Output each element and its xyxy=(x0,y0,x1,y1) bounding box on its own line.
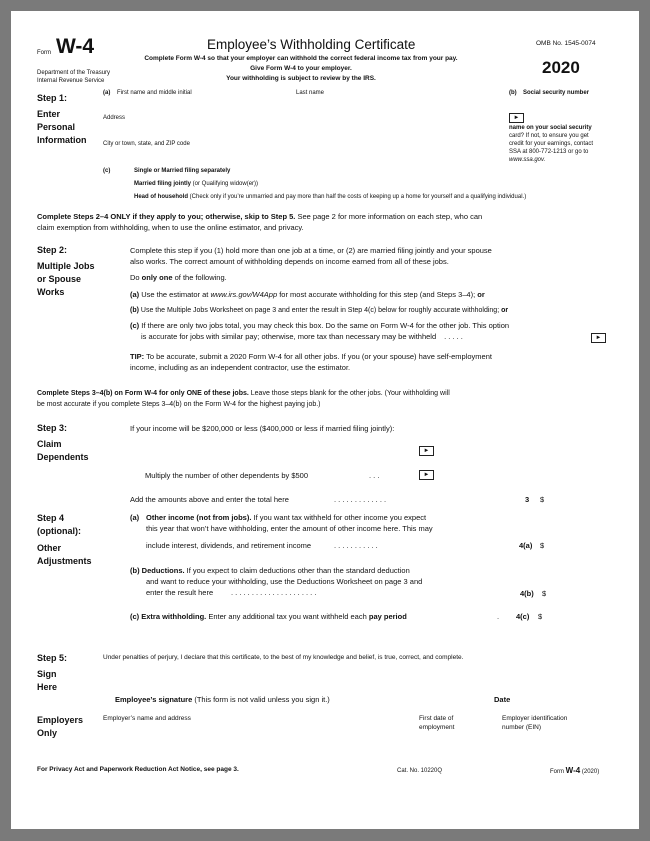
ssn-note-3: credit for your earnings, contact xyxy=(509,141,594,147)
step4-c-text: Enter any additional tax you want withheld each xyxy=(206,612,369,621)
step1-title-1: Enter xyxy=(37,109,61,119)
step2-label: Step 2: xyxy=(37,245,68,255)
dept-treasury: Department of the Treasury xyxy=(37,70,111,76)
line-3-dollar[interactable]: $ xyxy=(540,495,545,504)
step3-title-1: Claim xyxy=(37,439,62,449)
step4-c-bold: (c) Extra withholding. xyxy=(130,612,207,621)
filing-hoh-rest: (Check only if you’re unmarried and pay more than half the costs of keeping up a home for yourself and a qualifying individual.) xyxy=(188,194,527,200)
city-label[interactable]: City or town, state, and ZIP code xyxy=(103,141,190,147)
intro2-rest: Leave those steps blank for the other jobs. (Your withholding will xyxy=(248,390,450,397)
ein-2: number (EIN) xyxy=(502,724,542,731)
step4-a-tag: (a) xyxy=(130,513,140,522)
first-date-2: employment xyxy=(419,724,455,731)
option-a-tag: (a) xyxy=(130,290,140,299)
step5-title-1: Sign xyxy=(37,669,57,679)
option-b-tag: (b) xyxy=(130,307,139,314)
privacy-notice: For Privacy Act and Paperwork Reduction Act Notice, see page 3. xyxy=(37,766,239,773)
filing-single[interactable]: Single or Married filing separately xyxy=(134,168,231,174)
dependents-arrow-1-icon: ► xyxy=(419,446,434,456)
line-4b-number: 4(b) xyxy=(520,589,534,598)
step2-title-3: Works xyxy=(37,287,65,297)
first-date-1[interactable]: First date of xyxy=(419,715,454,722)
step3-multiply: Multiply the number of other dependents by $500 xyxy=(145,471,309,480)
option-c-l2: is accurate for jobs with similar pay; otherwise, more tax than necessary may be withheld xyxy=(141,332,437,341)
step4-a-line2: this year that won’t have withholding, enter the amount of other income here. This may xyxy=(146,524,433,533)
ssn-note-1: name on your social security xyxy=(509,125,592,131)
step4-a-line1 xyxy=(146,513,426,522)
step2-option-a xyxy=(130,290,485,299)
filing-married[interactable] xyxy=(134,181,258,187)
step4-c-bold2: pay period xyxy=(368,612,407,621)
step4-title-1: Other xyxy=(37,543,62,553)
option-c-dots: . . . . . xyxy=(444,332,463,341)
option-a-post: for most accurate withholding for this step (and Steps 3–4); xyxy=(277,290,478,299)
step3-add-dots: . . . . . . . . . . . . . xyxy=(334,495,387,504)
form-word: Form xyxy=(37,50,51,56)
ssn-note-5: www.ssa.gov. xyxy=(509,157,546,163)
line-4c-number: 4(c) xyxy=(516,612,530,621)
intro1-rest: See page 2 for more information on each step, who can xyxy=(295,212,483,221)
step1-a-tag: (a) xyxy=(103,90,111,96)
step3-multiply-dots: . . . xyxy=(369,471,380,480)
step2-tip-2: income, including as an independent contractor, use the estimator. xyxy=(130,363,351,372)
step4-a-line3: include interest, dividends, and retirement income xyxy=(146,541,312,550)
intro2-line2: be most accurate if you complete Steps 3–4(b) on the Form W-4 for the highest paying job.) xyxy=(37,401,321,408)
footer-form-year: (2020) xyxy=(580,769,600,775)
option-b-or: or xyxy=(501,307,509,314)
intro2-bold: Complete Steps 3–4(b) on Form W-4 for only ONE of these jobs. xyxy=(37,390,249,397)
step3-title-2: Dependents xyxy=(37,452,89,462)
step5-label: Step 5: xyxy=(37,653,68,663)
footer-form-pre: Form xyxy=(550,769,566,775)
ssn-arrow-icon: ► xyxy=(509,113,524,123)
step2-do xyxy=(130,273,227,282)
step1-c-tag: (c) xyxy=(103,168,111,174)
step3-label: Step 3: xyxy=(37,423,68,433)
filing-hoh[interactable] xyxy=(134,194,526,200)
filing-married-rest: (or Qualifying widow(er)) xyxy=(191,181,259,187)
form-year: 2020 xyxy=(542,58,580,77)
filing-married-bold: Married filing jointly xyxy=(134,181,192,187)
step4-a-l1: If you want tax withheld for other income you expect xyxy=(251,513,427,522)
last-name-label[interactable]: Last name xyxy=(296,90,325,96)
ein-1[interactable]: Employer identification xyxy=(502,715,568,722)
step4-b-line1 xyxy=(130,566,410,575)
step4-c-line xyxy=(130,612,407,621)
step4-c-dots: . xyxy=(497,612,500,621)
intro1-line1 xyxy=(37,212,482,221)
omb-number: OMB No. 1545-0074 xyxy=(536,40,596,47)
line-4c-dollar[interactable]: $ xyxy=(538,612,543,621)
option-c-l1: If there are only two jobs total, you may check this box. Do the same on Form W-4 for the other job. This option xyxy=(139,321,510,330)
form-title: Employee’s Withholding Certificate xyxy=(207,37,416,52)
step3-add: Add the amounts above and enter the total here xyxy=(130,495,289,504)
line-4a-dollar[interactable]: $ xyxy=(540,541,545,550)
step2-option-b xyxy=(130,307,508,314)
step4-title-2: Adjustments xyxy=(37,556,92,566)
date-field[interactable]: Date xyxy=(494,695,511,704)
step2-title-2: or Spouse xyxy=(37,274,82,284)
do-post: of the following. xyxy=(172,273,227,282)
address-label[interactable]: Address xyxy=(103,115,126,121)
signature-bold: Employee’s signature xyxy=(115,695,193,704)
step4-b-bold: (b) Deductions. xyxy=(130,566,185,575)
step4-b-dots: . . . . . . . . . . . . . . . . . . . . . xyxy=(231,588,317,597)
step2-p1-1: Complete this step if you (1) hold more than one job at a time, or (2) are married filing jointly and your spouse xyxy=(130,246,492,255)
step4-b-line3: enter the result here xyxy=(146,588,214,597)
do-bold: only one xyxy=(141,273,173,282)
step4-b-l1: If you expect to claim deductions other than the standard deduction xyxy=(184,566,410,575)
step1-label: Step 1: xyxy=(37,93,68,103)
subtitle-2: Give Form W-4 to your employer. xyxy=(250,65,352,72)
ssn-note-2: card? If not, to ensure you get xyxy=(509,133,589,139)
tip-bold: TIP: xyxy=(130,352,145,361)
estimator-link[interactable]: www.irs.gov/W4App xyxy=(210,290,278,299)
signature-rest: (This form is not valid unless you sign it.) xyxy=(192,695,330,704)
step4-optional: (optional): xyxy=(37,526,81,536)
step4-b-line2: and want to reduce your withholding, use the Deductions Worksheet on page 3 and xyxy=(146,577,423,586)
step1-b-tag: (b) xyxy=(509,90,517,96)
form-name: W-4 xyxy=(56,35,95,58)
footer-form-bold: W-4 xyxy=(565,766,581,775)
step1-title-2: Personal xyxy=(37,122,76,132)
step4-a-dots: . . . . . . . . . . . xyxy=(334,541,378,550)
step2-title-1: Multiple Jobs xyxy=(37,261,95,271)
form-page xyxy=(11,11,639,829)
intro2-line1 xyxy=(37,390,450,397)
step2-tip-1 xyxy=(130,352,492,361)
option-a-pre: Use the estimator at xyxy=(139,290,211,299)
first-name-label[interactable]: First name and middle initial xyxy=(117,90,192,96)
dept-irs: Internal Revenue Service xyxy=(37,78,105,84)
option-b-text: Use the Multiple Jobs Worksheet on page 3 and enter the result in Step 4(c) below for roughly accurate withholding; xyxy=(138,307,502,314)
footer-form xyxy=(550,766,599,775)
step4-label: Step 4 xyxy=(37,513,65,523)
step2-p1-2: also works. The correct amount of withholding depends on income earned from all of these jobs. xyxy=(130,257,449,266)
step3-income: If your income will be $200,000 or less ($400,000 or less if married filing jointly): xyxy=(130,424,395,433)
employer-name-address[interactable]: Employer’s name and address xyxy=(103,715,191,722)
signature-field[interactable] xyxy=(115,695,330,704)
employers-title-2: Only xyxy=(37,728,58,738)
employers-title-1: Employers xyxy=(37,715,84,725)
step5-title-2: Here xyxy=(37,682,58,692)
line-4a-number: 4(a) xyxy=(519,541,533,550)
tip-l1: To be accurate, submit a 2020 Form W-4 for all other jobs. If you (or your spouse) have self-employment xyxy=(144,352,492,361)
intro1-bold: Complete Steps 2–4 ONLY if they apply to you; otherwise, skip to Step 5. xyxy=(37,212,296,221)
dependents-arrow-2-icon: ► xyxy=(419,470,434,480)
option-c-tag: (c) xyxy=(130,321,140,330)
step1-title-3: Information xyxy=(37,135,87,145)
do-pre: Do xyxy=(130,273,142,282)
subtitle-3: Your withholding is subject to review by the IRS. xyxy=(226,75,376,82)
step2-option-c-2 xyxy=(141,332,463,341)
ssn-note-4: SSA at 800-772-1213 or go to xyxy=(509,149,589,155)
filing-hoh-bold: Head of household xyxy=(134,194,188,200)
ssn-label[interactable]: Social security number xyxy=(523,90,590,96)
line-3-number: 3 xyxy=(525,495,530,504)
step2-option-c-1 xyxy=(130,321,509,330)
line-4b-dollar[interactable]: $ xyxy=(542,589,547,598)
cat-number: Cat. No. 10220Q xyxy=(397,768,443,774)
perjury-statement: Under penalties of perjury, I declare that this certificate, to the best of my knowledge and belief, is true, correct, and complete. xyxy=(103,654,464,661)
subtitle-1: Complete Form W-4 so that your employer can withhold the correct federal income tax from your pay. xyxy=(144,55,458,62)
option-a-or: or xyxy=(477,290,485,299)
intro1-line2: claim exemption from withholding, when to use the online estimator, and privacy. xyxy=(37,223,304,232)
step4-a-bold: Other income (not from jobs). xyxy=(146,513,252,522)
two-jobs-checkbox-arrow-icon[interactable]: ► xyxy=(591,333,606,343)
